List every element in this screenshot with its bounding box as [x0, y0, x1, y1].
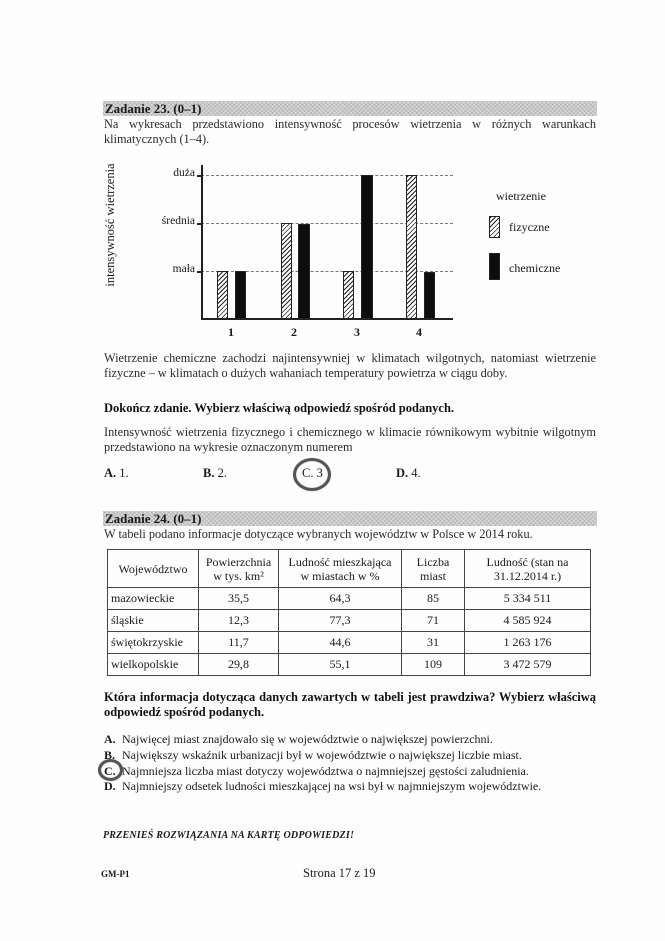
cell-ludnosc: 1 263 176 — [465, 632, 591, 654]
legend-label-fizyczne: fizyczne — [509, 220, 550, 234]
cell-ludnosc-miasta: 64,3 — [279, 588, 402, 610]
option-letter: D. — [396, 466, 409, 480]
task-23-option-c[interactable] — [302, 466, 323, 481]
cell-powierzchnia: 11,7 — [199, 632, 279, 654]
task-23-option-d[interactable] — [396, 466, 421, 481]
y-axis-title: intensywność wietrzenia — [103, 163, 117, 287]
option-letter: C. — [104, 764, 116, 778]
legend-title: wietrzenie — [496, 189, 546, 203]
option-text: Najmniejsza liczba miast dotyczy województwa o najmniejszej gęstości zaludnienia. — [122, 764, 529, 778]
option-letter: B. — [104, 748, 116, 762]
cell-ludnosc: 3 472 579 — [465, 654, 591, 676]
bar-chemiczne-1 — [235, 271, 246, 319]
option-text: Największy wskaźnik urbanizacji był w województwie o największej liczbie miast. — [122, 748, 522, 762]
page-number: Strona 17 z 19 — [303, 866, 376, 880]
col-header-powierzchnia: Powierzchnia w tys. km² — [199, 550, 279, 588]
cell-ludnosc-miasta: 77,3 — [279, 610, 402, 632]
task-23-header: Zadanie 23. (0–1) — [103, 101, 597, 116]
task-23-description: Wietrzenie chemiczne zachodzi najintensywniej w klimatach wilgotnych, natomiast wietrzenie fizyczne – w klimatach o dużych wahaniach temperatury powietrza w ciągu doby. — [104, 351, 596, 380]
task-23-instruction: Dokończ zdanie. Wybierz właściwą odpowiedź spośród podanych. — [104, 401, 455, 415]
option-letter: D. — [104, 779, 116, 793]
option-letter: A. — [104, 732, 116, 746]
task-24-option-b[interactable] — [104, 748, 522, 763]
option-text: Najmniejszy odsetek ludności mieszkającej na wsi był w najmniejszym województwie. — [122, 779, 542, 793]
cell-powierzchnia: 29,8 — [199, 654, 279, 676]
cell-liczba-miast: 71 — [402, 610, 465, 632]
cell-powierzchnia: 12,3 — [199, 610, 279, 632]
y-label-duza: duża — [173, 167, 195, 179]
option-letter: A. — [104, 466, 117, 480]
bar-fizyczne-1 — [217, 271, 228, 319]
legend-swatch-chemiczne — [489, 253, 500, 280]
task-24-intro: W tabeli podano informacje dotyczące wybranych województw w Polsce w 2014 roku. — [104, 527, 533, 541]
bar-fizyczne-2 — [281, 223, 292, 319]
task-23-intro: Na wykresach przedstawiono intensywność procesów wietrzenia w różnych warunkach klimatycznych (1–4). — [104, 117, 596, 146]
cell-ludnosc: 5 334 511 — [465, 588, 591, 610]
transfer-answers-note: PRZENIEŚ ROZWIĄZANIA NA KARTĘ ODPOWIEDZI! — [103, 830, 355, 841]
bar-chemiczne-4 — [424, 272, 435, 319]
task-24-option-d[interactable] — [104, 779, 541, 794]
table-row — [108, 610, 591, 632]
y-label-srednia: średnia — [161, 215, 195, 227]
x-label-3: 3 — [354, 325, 360, 339]
bar-chemiczne-3 — [361, 175, 373, 319]
x-label-2: 2 — [291, 325, 297, 339]
table-row — [108, 654, 591, 676]
task-24-option-c[interactable] — [104, 764, 529, 779]
legend-label-chemiczne: chemiczne — [509, 261, 561, 275]
cell-ludnosc-miasta: 44,6 — [279, 632, 402, 654]
option-text: 1. — [119, 466, 129, 480]
col-header-ludnosc-miasta: Ludność mieszkająca w miastach w % — [279, 550, 402, 588]
table-header-row — [108, 550, 591, 588]
cell-liczba-miast: 31 — [402, 632, 465, 654]
option-text: 3 — [316, 466, 323, 480]
col-header-liczba-miast: Liczba miast — [402, 550, 465, 588]
bar-chemiczne-2 — [298, 224, 310, 319]
task-23-option-a[interactable] — [104, 466, 129, 481]
cell-liczba-miast: 109 — [402, 654, 465, 676]
cell-ludnosc: 4 585 924 — [465, 610, 591, 632]
bar-fizyczne-3 — [343, 271, 354, 319]
x-label-4: 4 — [416, 325, 422, 339]
task-24-option-a[interactable] — [104, 732, 493, 747]
option-text: 2. — [217, 466, 227, 480]
table-row — [108, 632, 591, 654]
exam-code: GM-P1 — [101, 869, 130, 879]
cell-wojewodztwo: mazowieckie — [108, 588, 199, 610]
option-letter: C. — [302, 466, 314, 480]
task-24-question: Która informacja dotycząca danych zawartych w tabeli jest prawdziwa? Wybierz właściwą odpowiedź spośród podanych. — [104, 690, 596, 719]
option-text: 4. — [411, 466, 421, 480]
col-header-wojewodztwo: Województwo — [108, 550, 199, 588]
voivodeship-table — [107, 549, 591, 676]
y-axis — [201, 165, 203, 319]
x-label-1: 1 — [228, 325, 234, 339]
task-24-header: Zadanie 24. (0–1) — [103, 511, 597, 526]
cell-wojewodztwo: wielkopolskie — [108, 654, 199, 676]
task-23-question: Intensywność wietrzenia fizycznego i chemicznego w klimacie równikowym wybitnie wilgotnym przedstawiono na wykresie oznaczonym numerem — [104, 425, 596, 454]
table-row — [108, 588, 591, 610]
task-23-option-b[interactable] — [203, 466, 227, 481]
cell-ludnosc-miasta: 55,1 — [279, 654, 402, 676]
option-text: Najwięcej miast znajdowało się w województwie o największej powierzchni. — [122, 732, 493, 746]
legend-swatch-fizyczne — [489, 216, 500, 238]
cell-powierzchnia: 35,5 — [199, 588, 279, 610]
cell-wojewodztwo: śląskie — [108, 610, 199, 632]
option-letter: B. — [203, 466, 215, 480]
bar-fizyczne-4 — [406, 175, 417, 319]
y-label-mala: mała — [172, 263, 195, 275]
cell-liczba-miast: 85 — [402, 588, 465, 610]
col-header-ludnosc: Ludność (stan na 31.12.2014 r.) — [465, 550, 591, 588]
cell-wojewodztwo: świętokrzyskie — [108, 632, 199, 654]
